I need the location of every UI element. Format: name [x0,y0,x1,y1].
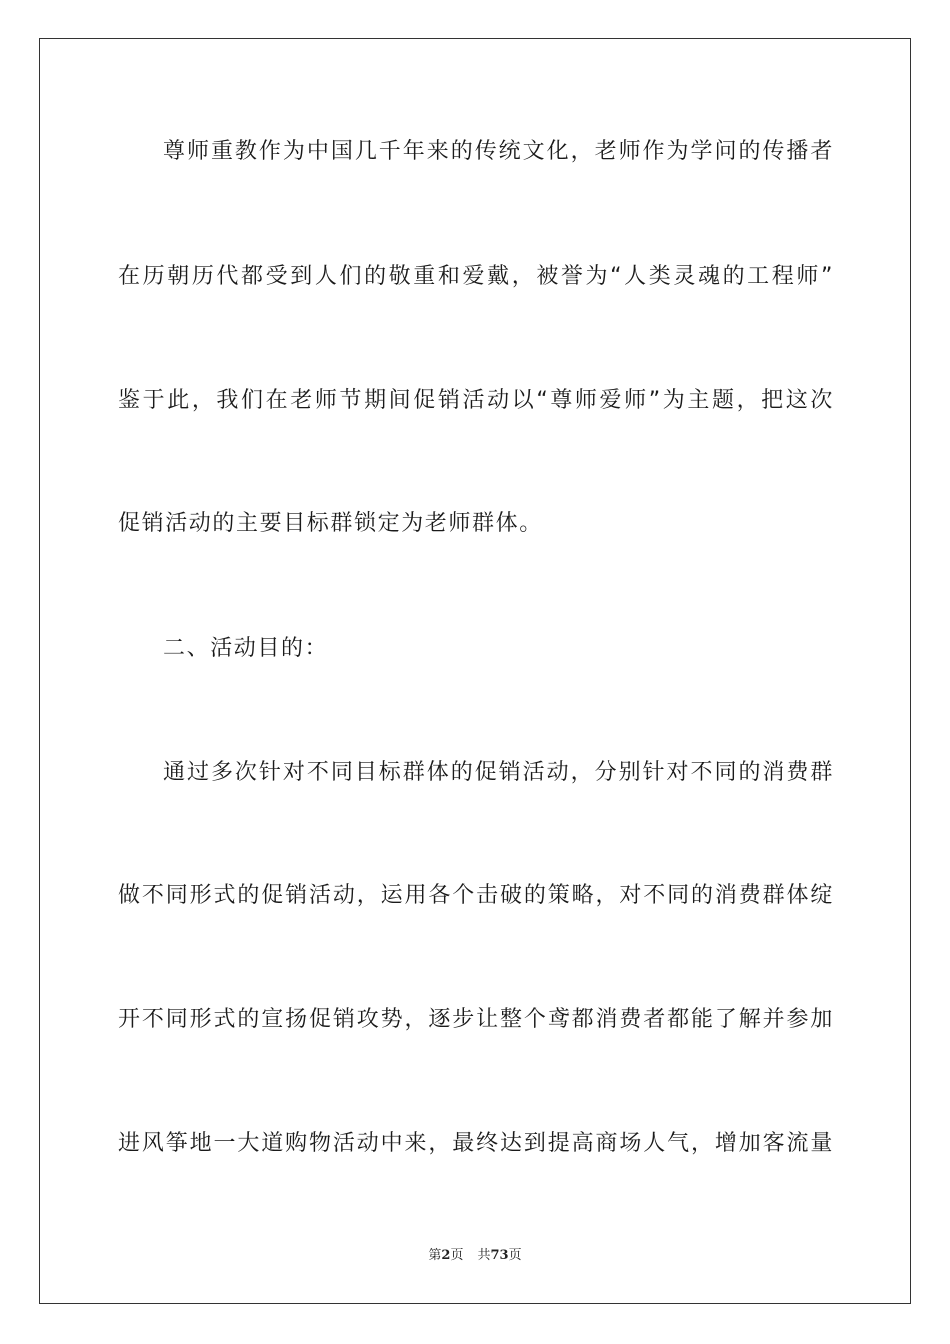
section-heading: 二、活动目的： [163,636,329,661]
paragraph-line-3: 鉴于此，我们在老师节期间促销活动以“尊师爱师”为主题，把这次 [118,388,834,413]
paragraph-line-5: 通过多次针对不同目标群体的促销活动，分别针对不同的消费群 [163,760,834,785]
paragraph-line-8: 进风筝地一大道购物活动中来，最终达到提高商场人气，增加客流量 [118,1131,834,1156]
paragraph-line-7: 开不同形式的宣扬促销攻势，逐步让整个鸢都消费者都能了解并参加 [118,1007,834,1032]
footer-total-pages: 73 [490,1248,509,1263]
footer-total-prefix: 共 [477,1248,491,1263]
paragraph-line-2: 在历朝历代都受到人们的敬重和爱戴，被誉为“人类灵魂的工程师” [118,264,834,289]
page-border [39,38,911,1304]
footer-page-suffix: 页 [450,1248,464,1263]
page-footer [0,1247,950,1265]
paragraph-line-1: 尊师重教作为中国几千年来的传统文化，老师作为学问的传播者 [163,139,834,164]
footer-page-prefix: 第 [428,1248,442,1263]
paragraph-line-4: 促销活动的主要目标群锁定为老师群体。 [118,511,543,536]
footer-page-number: 2 [441,1248,451,1263]
footer-total-suffix: 页 [508,1248,522,1263]
paragraph-line-6: 做不同形式的促销活动，运用各个击破的策略，对不同的消费群体绽 [118,883,834,908]
